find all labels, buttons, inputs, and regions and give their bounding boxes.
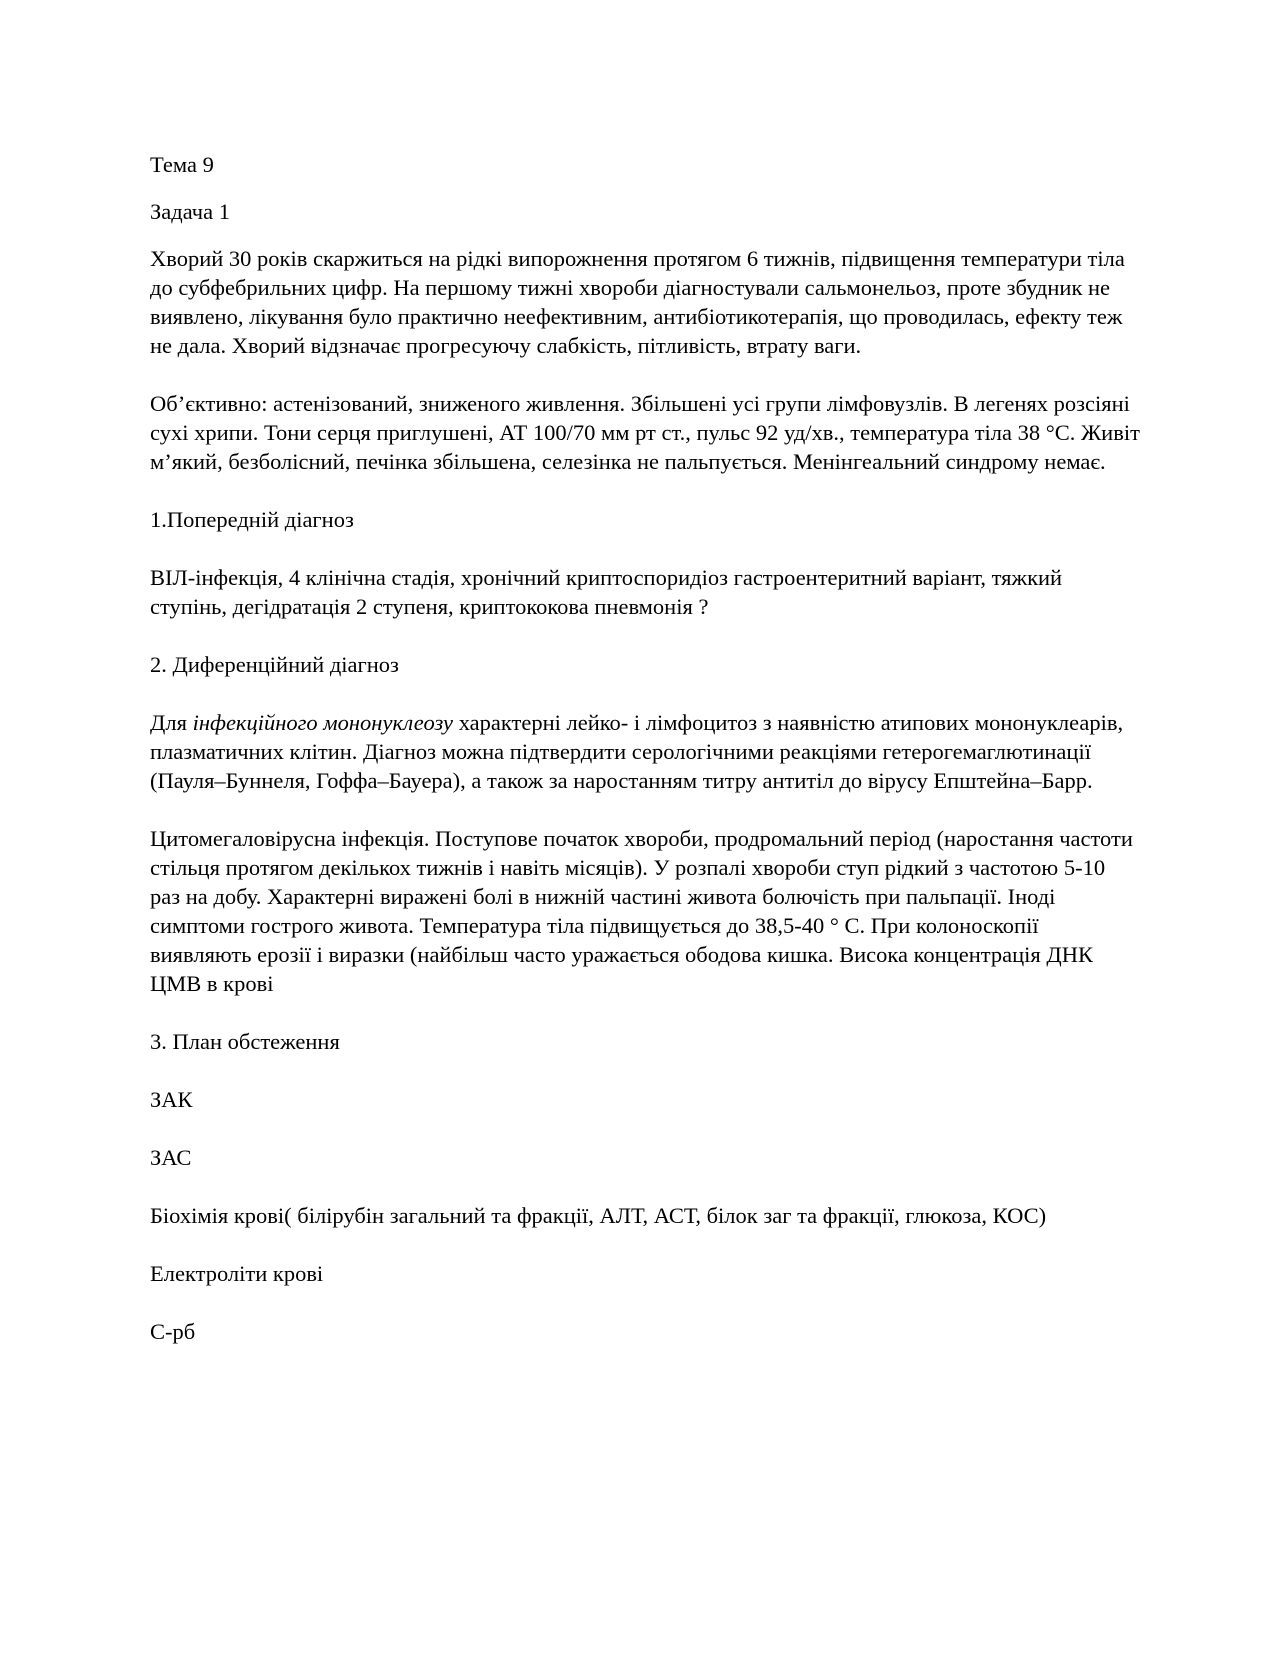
objective-paragraph: Об’єктивно: астенізований, зниженого живлення. Збільшені усі групи лімфовузлів. В легенях розсіяні сухі хрипи. Тони серця приглушені, АТ 100/70 мм рт ст., пульс 92 уд/хв., температура тіла 38 °С. Живіт м’який, безболісний, печінка збільшена, селезінка не пальпується. Менінгеальний синдрому немає.	[150, 391, 1140, 474]
complaints-paragraph: Хворий 30 років скаржиться на рідкі випорожнення протягом 6 тижнів, підвищення температури тіла до субфебрильних цифр. На першому тижні хвороби діагностували сальмонельоз, проте збудник не виявлено, лікування було практично неефективним, антибіотикотерапія, що проводилась, ефекту теж не дала. Хворий відзначає прогресуючу слабкість, пітливість, втрату ваги.	[150, 246, 1125, 358]
mononucleosis-term: інфекційного мононуклеозу	[192, 710, 454, 735]
differential-diagnosis-heading: 2. Диференційний діагноз	[150, 652, 399, 677]
mononucleosis-paragraph	[150, 708, 1140, 795]
preliminary-diagnosis-text: ВІЛ-інфекція, 4 клінічна стадія, хронічний криптоспоридіоз гастроентеритний варіант, тяжкий ступінь, дегідратація 2 ступеня, криптококова пневмонія ?	[150, 565, 1063, 619]
plan-item: ЗАК	[150, 1087, 193, 1112]
plan-item: Біохімія крові( білірубін загальний та фракції, АЛТ, АСТ, білок заг та фракції, глюкоза, КОС)	[150, 1203, 1047, 1228]
preliminary-diagnosis-heading: 1.Попередній діагноз	[150, 507, 354, 532]
task-heading: Задача 1	[150, 199, 230, 224]
cmv-paragraph: Цитомегаловірусна інфекція. Поступове початок хвороби, продромальний період (наростання частоти стільця протягом декількох тижнів і навіть місяців). У розпалі хвороби ступ рідкий з частотою 5-10 раз на добу. Характерні виражені болі в нижній частині живота болючість при пальпації. Іноді симптоми гострого живота. Температура тіла підвищується до 38,5-40 ° С. При колоноскопії виявляють ерозії і виразки (найбільш часто уражається ободова кишка. Висока концентрація ДНК ЦМВ в крові	[150, 826, 1133, 996]
topic-heading: Тема 9	[150, 152, 214, 177]
mononucleosis-prefix: Для	[150, 710, 193, 735]
document-page	[150, 150, 1140, 1346]
plan-item: Електроліти крові	[150, 1261, 324, 1286]
plan-item: ЗАС	[150, 1145, 192, 1170]
exam-plan-heading: 3. План обстеження	[150, 1029, 340, 1054]
plan-item: С-рб	[150, 1319, 196, 1344]
mononucleosis-text: характерні лейко- і лімфоцитоз з наявністю атипових мононуклеарів, плазматичних клітин. Діагноз можна підтвердити серологічними реакціями гетерогемаглютинації (Пауля–Буннеля, Гоффа–Бауера), а також за наростанням титру антитіл до вірусу Епштейна–Барр.	[150, 710, 1124, 793]
